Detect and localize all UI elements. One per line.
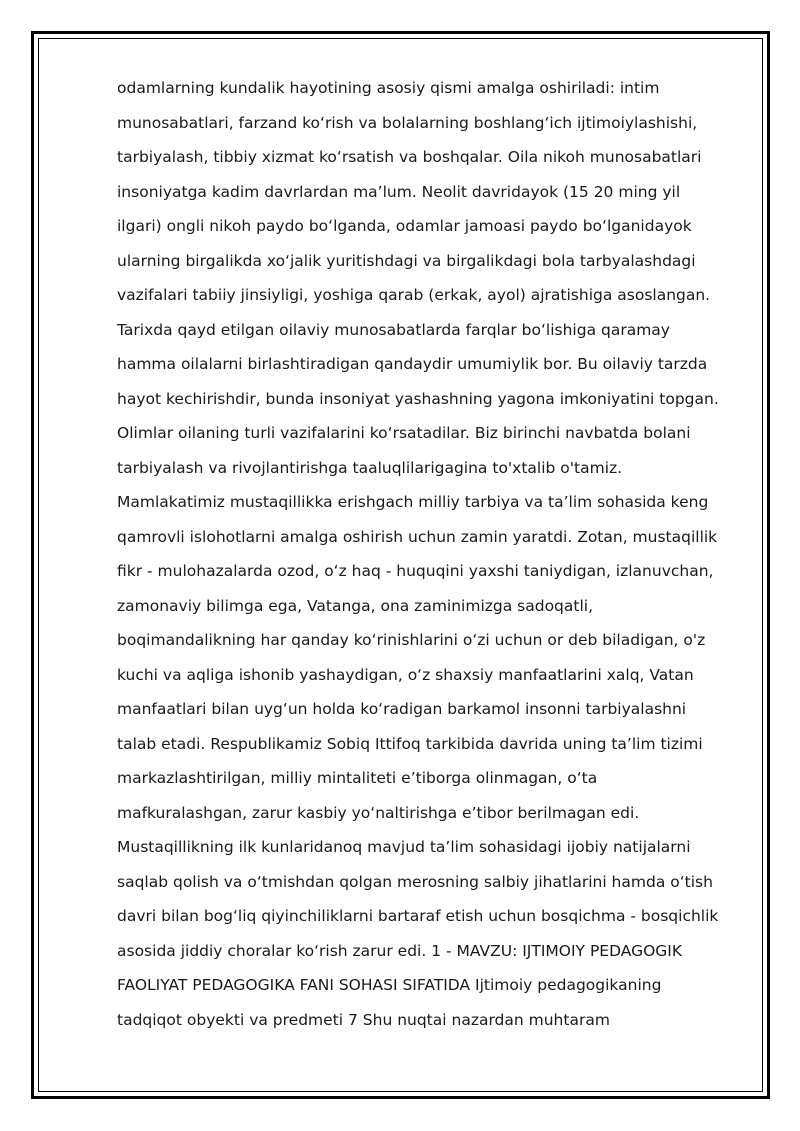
text-line: tarbiyalash va rivojlantirishga taaluqlilarigagina to'xtalib o'tamiz. <box>117 458 623 477</box>
text-line: asosida jiddiy choralar koʻrish zarur edi. 1 - MAVZU: IJTIMOIY PEDAGOGIK <box>117 941 683 960</box>
text-line: munosabatlari, farzand koʻrish va bolalarning boshlangʻich ijtimoiylashishi, <box>117 113 698 132</box>
text-line: Olimlar oilaning turli vazifalarini koʻrsatadilar. Biz birinchi navbatda bolani <box>117 424 691 442</box>
text-line: vazifalari tabiiy jinsiyligi, yoshiga qarab (erkak, ayol) ajratishiga asoslangan. <box>117 286 711 304</box>
text-line: fikr - mulohazalarda ozod, oʻz haq - huquqini yaxshi taniydigan, izlanuvchan, <box>117 562 714 580</box>
text-line: FAOLIYAT PEDAGOGIKA FANI SOHASI SIFATIDA Ijtimoiy pedagogikaning <box>117 976 662 994</box>
text-line: zamonaviy bilimga ega, Vatanga, ona zaminimizga sadoqatli, <box>117 596 594 615</box>
text-line: hayot kechirishdir, bunda insoniyat yashashning yagona imkoniyatini topgan. <box>117 389 719 408</box>
text-line: ilgari) ongli nikoh paydo boʻlganda, odamlar jamoasi paydo boʻlganidayok <box>117 217 692 235</box>
text-line: saqlab qolish va oʻtmishdan qolgan merosning salbiy jihatlarini hamda oʻtish <box>117 872 713 891</box>
text-line: tarbiyalash, tibbiy xizmat koʻrsatish va boshqalar. Oila nikoh munosabatlari <box>117 148 702 166</box>
text-line: qamrovli islohotlarni amalga oshirish uchun zamin yaratdi. Zotan, mustaqillik <box>117 527 718 546</box>
text-line: insoniyatga kadim davrlardan maʼlum. Neolit davridayok (15 20 ming yil <box>117 182 681 201</box>
text-line: talab etadi. Respublikamiz Sobiq Ittifoq tarkibida davrida uning taʼlim tizimi <box>117 734 703 753</box>
text-line: mafkuralashgan, zarur kasbiy yoʻnaltirishga eʼtibor berilmagan edi. <box>117 803 640 822</box>
text-line: hamma oilalarni birlashtiradigan qandaydir umumiylik bor. Bu oilaviy tarzda <box>117 355 708 373</box>
text-line: markazlashtirilgan, milliy mintaliteti eʼtiborga olinmagan, oʻta <box>117 769 598 787</box>
text-line: kuchi va aqliga ishonib yashaydigan, oʻz shaxsiy manfaatlarini xalq, Vatan <box>117 665 694 684</box>
text-line: Mamlakatimiz mustaqillikka erishgach milliy tarbiya va taʼlim sohasida keng <box>117 493 709 511</box>
text-line: Mustaqillikning ilk kunlaridanoq mavjud taʼlim sohasidagi ijobiy natijalarni <box>117 838 691 856</box>
text-line: Tarixda qayd etilgan oilaviy munosabatlarda farqlar boʻlishiga qaramay <box>117 320 670 339</box>
text-line: boqimandalikning har qanday koʻrinishlarini oʻzi uchun or deb biladigan, o'z <box>117 631 706 649</box>
document-body <box>117 71 717 1037</box>
text-line: davri bilan bogʻliq qiyinchiliklarni bartaraf etish uchun bosqichma - bosqichlik <box>117 907 719 925</box>
text-line: tadqiqot obyekti va predmeti 7 Shu nuqtai nazardan muhtaram <box>117 1010 610 1029</box>
text-line: ularning birgalikda xoʻjalik yuritishdagi va birgalikdagi bola tarbyalashdagi <box>117 251 696 270</box>
text-line: odamlarning kundalik hayotining asosiy qismi amalga oshiriladi: intim <box>117 79 660 97</box>
text-line: manfaatlari bilan uygʻun holda koʻradigan barkamol insonni tarbiyalashni <box>117 700 687 718</box>
